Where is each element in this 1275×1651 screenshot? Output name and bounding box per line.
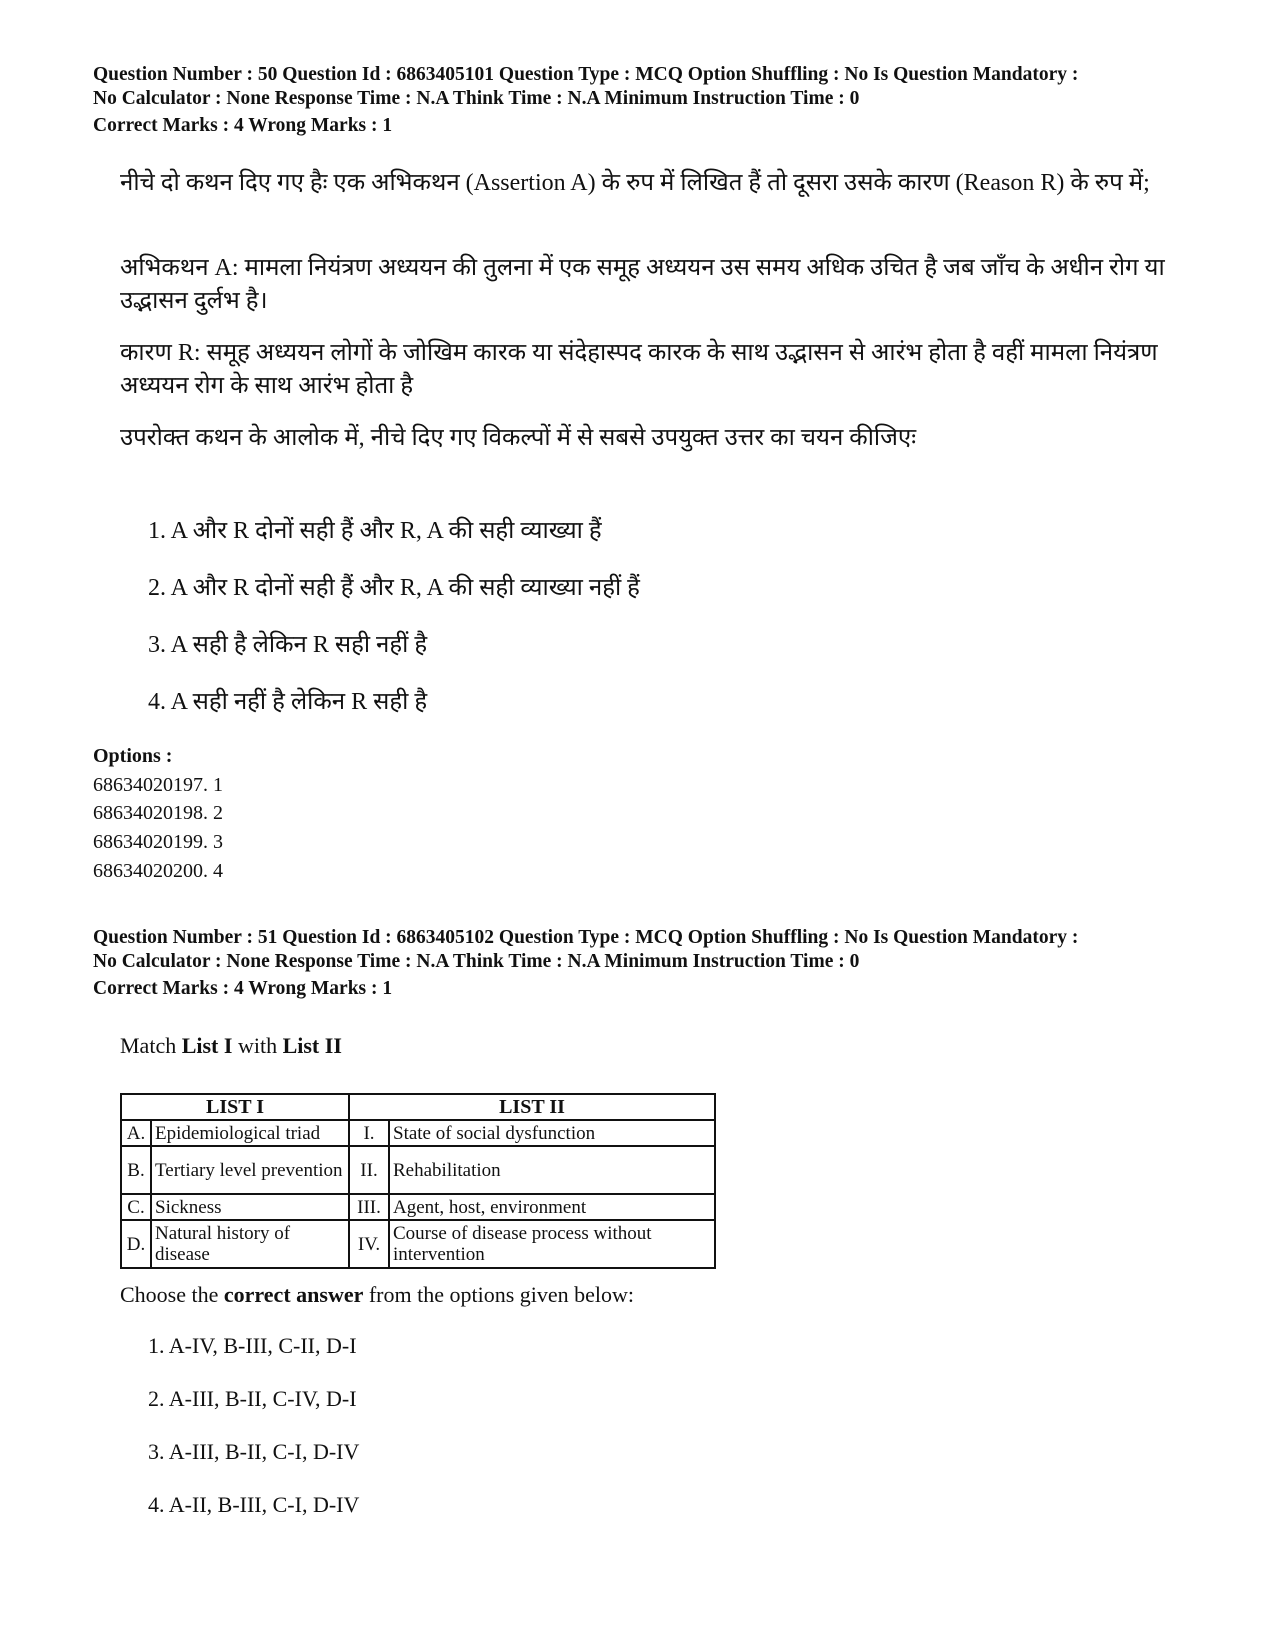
q50-marks: Correct Marks : 4 Wrong Marks : 1 (93, 115, 393, 136)
list1-value: Natural history of disease (151, 1220, 349, 1268)
q50-option-id-4: 68634020200. 4 (93, 860, 223, 882)
q51-choice-2: 2. A-III, B-II, C-IV, D-I (148, 1386, 357, 1411)
q50-reason-block (120, 337, 1180, 403)
list1-header: LIST I (121, 1094, 349, 1120)
list2-value: Agent, host, environment (389, 1194, 715, 1220)
q50-meta (93, 63, 1213, 111)
q51-choice-4: 4. A-II, B-III, C-I, D-IV (148, 1492, 360, 1517)
q51-choice-3: 3. A-III, B-II, C-I, D-IV (148, 1439, 360, 1464)
q51-match-list1: List I (181, 1033, 233, 1058)
q50-options-heading: Options : (93, 745, 173, 767)
list1-key: B. (121, 1146, 151, 1194)
q50-meta-line2: No Calculator : None Response Time : N.A Think Time : N.A Minimum Instruction Time : 0 (93, 88, 860, 109)
list2-header: LIST II (349, 1094, 715, 1120)
q51-match-with: with (232, 1033, 283, 1058)
q50-assertion-block (120, 252, 1180, 318)
q50-choice-1: 1. A और R दोनों सही हैं और R, A की सही व्याख्या हैं (148, 518, 602, 544)
list1-value: Tertiary level prevention (151, 1146, 349, 1194)
q51-choose-suffix: from the options given below: (363, 1282, 635, 1307)
q51-choose-instruction (120, 1282, 634, 1308)
list2-value: Rehabilitation (389, 1146, 715, 1194)
list2-value: Course of disease process without intervention (389, 1220, 715, 1268)
q50-option-id-1: 68634020197. 1 (93, 774, 223, 796)
q51-choice-1: 1. A-IV, B-III, C-II, D-I (148, 1333, 357, 1358)
list1-key: D. (121, 1220, 151, 1268)
q51-choose-bold: correct answer (223, 1282, 364, 1307)
q51-match-table (120, 1093, 716, 1269)
q50-option-id-3: 68634020199. 3 (93, 831, 223, 853)
list2-key: I. (349, 1120, 389, 1146)
list2-key: IV. (349, 1220, 389, 1268)
q50-body (120, 167, 1180, 200)
list2-key: II. (349, 1146, 389, 1194)
table-header-row (121, 1094, 715, 1120)
q51-choose-prefix: Choose the (120, 1282, 224, 1307)
table-row (121, 1120, 715, 1146)
list2-key: III. (349, 1194, 389, 1220)
q50-option-id-2: 68634020198. 2 (93, 802, 223, 824)
list2-value: State of social dysfunction (389, 1120, 715, 1146)
q50-intro: नीचे दो कथन दिए गए हैः एक अभिकथन (Assertion A) के रुप में लिखित हैं तो दूसरा उसके कारण (Reason R) के रुप में; (120, 170, 1150, 196)
q51-match-prefix: Match (120, 1033, 182, 1058)
q50-reason: कारण R: समूह अध्ययन लोगों के जोखिम कारक या संदेहास्पद कारक के साथ उद्भासन से आरंभ होता है वहीं मामला नियंत्रण अध्ययन रोग के साथ आरंभ होता है (120, 340, 1158, 399)
q50-meta-line1: Question Number : 50 Question Id : 6863405101 Question Type : MCQ Option Shuffling : No Is Question Mandatory : (93, 64, 1079, 85)
q50-choice-4: 4. A सही नहीं है लेकिन R सही है (148, 689, 428, 715)
q51-meta-line2: No Calculator : None Response Time : N.A Think Time : N.A Minimum Instruction Time : 0 (93, 951, 860, 972)
list1-key: A. (121, 1120, 151, 1146)
table-row (121, 1146, 715, 1194)
list1-value: Epidemiological triad (151, 1120, 349, 1146)
q50-choice-3: 3. A सही है लेकिन R सही नहीं है (148, 632, 428, 658)
q50-instruction-block (120, 422, 1180, 455)
list1-value: Sickness (151, 1194, 349, 1220)
table-row (121, 1220, 715, 1268)
q50-instruction: उपरोक्त कथन के आलोक में, नीचे दिए गए विकल्पों में से सबसे उपयुक्त उत्तर का चयन कीजिएः (120, 425, 917, 451)
q50-choice-2: 2. A और R दोनों सही हैं और R, A की सही व्याख्या नहीं हैं (148, 575, 640, 601)
q51-meta (93, 926, 1213, 974)
q51-marks: Correct Marks : 4 Wrong Marks : 1 (93, 978, 393, 999)
q51-match-list2: List II (282, 1033, 342, 1058)
list1-key: C. (121, 1194, 151, 1220)
q51-match-title (120, 1033, 342, 1059)
table-row (121, 1194, 715, 1220)
q50-assertion: अभिकथन A: मामला नियंत्रण अध्ययन की तुलना में एक समूह अध्ययन उस समय अधिक उचित है जब जाँच के अधीन रोग या उद्भासन दुर्लभ है। (120, 255, 1165, 314)
q51-meta-line1: Question Number : 51 Question Id : 6863405102 Question Type : MCQ Option Shuffling : No Is Question Mandatory : (93, 927, 1079, 948)
